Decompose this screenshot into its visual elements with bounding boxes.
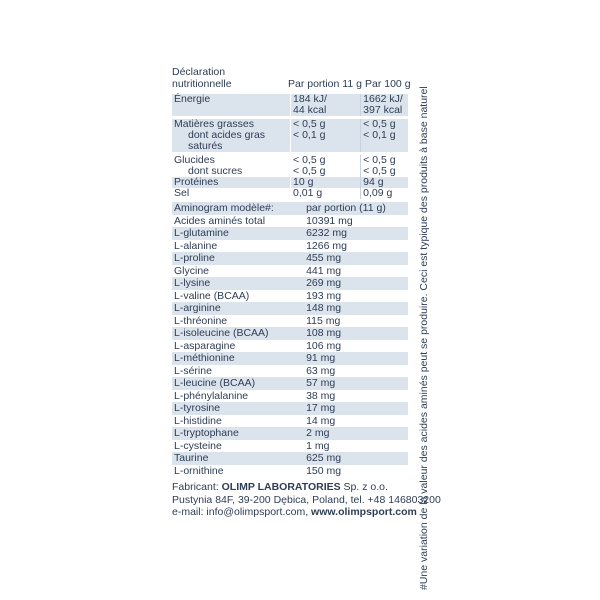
aminogram-row (172, 365, 408, 378)
amino-acid-value: 625 mg (306, 452, 342, 464)
aminogram-row (172, 377, 408, 390)
amino-acid-name: L-asparagine (174, 339, 236, 352)
per-100g-value (361, 94, 408, 116)
amino-acid-value: 1 mg (306, 439, 330, 452)
amino-acid-name: L-tyrosine (174, 402, 221, 414)
amino-acid-value: 269 mg (306, 277, 342, 289)
amino-acid-value: 193 mg (306, 289, 342, 302)
per-portion-value-line: 10 g (293, 176, 314, 188)
amino-acid-value: 150 mg (306, 464, 342, 477)
per-100g-value-line: 0,09 g (363, 187, 393, 199)
nutrient-name-line: Sel (174, 187, 190, 199)
per-portion-value-line: 44 kcal (293, 104, 327, 116)
nutrient-name (172, 94, 291, 116)
amino-acid-name: Glycine (174, 264, 210, 277)
amino-acid-name: L-lysine (174, 277, 211, 289)
per-100g-value-line: 94 g (363, 176, 384, 188)
per-100g-value-line: < 0,5 g (363, 118, 396, 130)
amino-acid-value: 17 mg (306, 402, 336, 414)
aminogram-row (172, 427, 408, 440)
nutrient-name-line: Protéines (174, 176, 219, 188)
aminogram-row (172, 465, 408, 478)
aminogram-row (172, 352, 408, 365)
amino-acid-value: 441 mg (306, 264, 342, 277)
amino-acid-name: L-histidine (174, 414, 222, 427)
declaration-heading-line: Déclaration (172, 66, 226, 78)
amino-acid-name: L-glutamine (174, 227, 229, 239)
amino-acid-name: Acides aminés total (174, 214, 266, 227)
per-portion-value (291, 130, 361, 152)
nutrient-name-line: saturés (188, 140, 223, 152)
per-100g-value-line: 1662 kJ/ (363, 93, 403, 105)
amino-acid-name: L-phénylalanine (174, 389, 249, 402)
per-100g-heading: Par 100 g (365, 78, 411, 90)
amino-acid-value: 10391 mg (306, 214, 353, 227)
amino-acid-value: 63 mg (306, 364, 336, 377)
manufacturer-line-1 (172, 481, 430, 494)
per-100g-value (361, 188, 408, 199)
amino-acid-value: 14 mg (306, 414, 336, 427)
aminogram-row (172, 277, 408, 290)
per-portion-value-line: 0,01 g (293, 187, 323, 199)
amino-acid-name: L-arginine (174, 302, 221, 314)
amino-acid-value: 108 mg (306, 327, 342, 339)
amino-acid-value: 1266 mg (306, 239, 347, 252)
per-portion-value (291, 188, 361, 199)
manufacturer-address: Pustynia 84F, 39-200 Dębica, Poland, tel. +48 146803200 (172, 493, 441, 506)
per-100g-value-line: < 0,5 g (363, 165, 396, 177)
per-portion-value-line: < 0,1 g (293, 129, 326, 141)
aminogram-header-row (172, 202, 408, 215)
aminogram-row (172, 390, 408, 403)
side-note: #Une variation de la valeur des acides aminés peut se produire. Ceci est typique des produits à base naturel (418, 86, 430, 590)
amino-acid-value: 148 mg (306, 302, 342, 314)
nutrient-name (172, 188, 291, 199)
per-portion-value-line: < 0,5 g (293, 154, 326, 166)
manufacturer-website: www.olimpsport.com (311, 506, 417, 518)
aminogram-value-heading: par portion (11 g) (306, 202, 386, 214)
manufacturer-prefix: Fabricant: (172, 481, 222, 493)
amino-acid-value: 6232 mg (306, 227, 347, 239)
manufacturer-contact (172, 506, 430, 519)
amino-acid-value: 115 mg (306, 314, 341, 327)
per-100g-value (361, 130, 408, 152)
aminogram-table (172, 202, 408, 477)
manufacturer-email: e-mail: info@olimpsport.com, (172, 506, 312, 518)
declaration-heading-line: nutritionnelle (172, 78, 232, 90)
nutrition-row (172, 130, 408, 152)
amino-acid-name: L-sérine (174, 364, 212, 377)
manufacturer-name: OLIMP LABORATORIES (221, 481, 341, 493)
per-portion-value-line: < 0,5 g (293, 165, 326, 177)
aminogram-row (172, 415, 408, 428)
nutrient-name (172, 130, 291, 152)
aminogram-row (172, 252, 408, 265)
per-portion-value-line: < 0,5 g (293, 118, 326, 130)
per-portion-value-line: 184 kJ/ (293, 93, 327, 105)
nutrition-row (172, 94, 408, 116)
aminogram-row (172, 302, 408, 315)
nutrition-row (172, 188, 408, 199)
aminogram-row (172, 402, 408, 415)
aminogram-row (172, 340, 408, 353)
aminogram-heading: Aminogram modèle#: (174, 202, 274, 214)
amino-acid-name: L-valine (BCAA) (174, 289, 250, 302)
aminogram-row (172, 327, 408, 340)
aminogram-row (172, 452, 408, 465)
manufacturer-info (172, 481, 441, 519)
amino-acid-name: L-méthionine (174, 352, 235, 364)
amino-acid-value: 91 mg (306, 352, 336, 364)
aminogram-row (172, 215, 408, 228)
nutrient-name-line: dont acides gras (188, 129, 266, 141)
amino-acid-name: L-isoleucine (BCAA) (174, 327, 269, 339)
declaration-heading (172, 66, 232, 90)
manufacturer-suffix: Sp. z o.o. (340, 481, 388, 493)
amino-acid-name: L-ornithine (174, 464, 224, 477)
amino-acid-value: 455 mg (306, 252, 342, 264)
nutrient-name (172, 177, 291, 188)
aminogram-row (172, 315, 408, 328)
aminogram-row (172, 290, 408, 303)
amino-acid-name: L-cysteine (174, 439, 222, 452)
amino-acid-name: L-alanine (174, 239, 218, 252)
nutrient-name-line: Glucides (174, 154, 215, 166)
nutrition-label (172, 54, 441, 519)
amino-acid-value: 2 mg (306, 427, 330, 439)
amino-acid-name: L-proline (174, 252, 215, 264)
amino-acid-name: L-tryptophane (174, 427, 239, 439)
nutrient-name-line: Matières grasses (174, 118, 254, 130)
aminogram-row (172, 227, 408, 240)
per-portion-value (291, 94, 361, 116)
amino-acid-name: L-leucine (BCAA) (174, 377, 256, 389)
amino-acid-value: 57 mg (306, 377, 336, 389)
nutrition-header (172, 54, 430, 94)
aminogram-row (172, 265, 408, 278)
per-100g-value-line: < 0,5 g (363, 154, 396, 166)
aminogram-row (172, 240, 408, 253)
amino-acid-value: 38 mg (306, 389, 336, 402)
aminogram-row (172, 440, 408, 453)
per-portion-heading: Par portion 11 g (288, 78, 362, 90)
amino-acid-name: L-thréonine (174, 314, 228, 327)
per-100g-value-line: 397 kcal (363, 104, 403, 116)
amino-acid-value: 106 mg (306, 339, 342, 352)
nutrition-table (172, 94, 408, 199)
nutrient-name-line: Énergie (174, 93, 211, 105)
nutrient-name-line: dont sucres (188, 165, 243, 177)
amino-acid-name: Taurine (174, 452, 209, 464)
per-100g-value-line: < 0,1 g (363, 129, 396, 141)
